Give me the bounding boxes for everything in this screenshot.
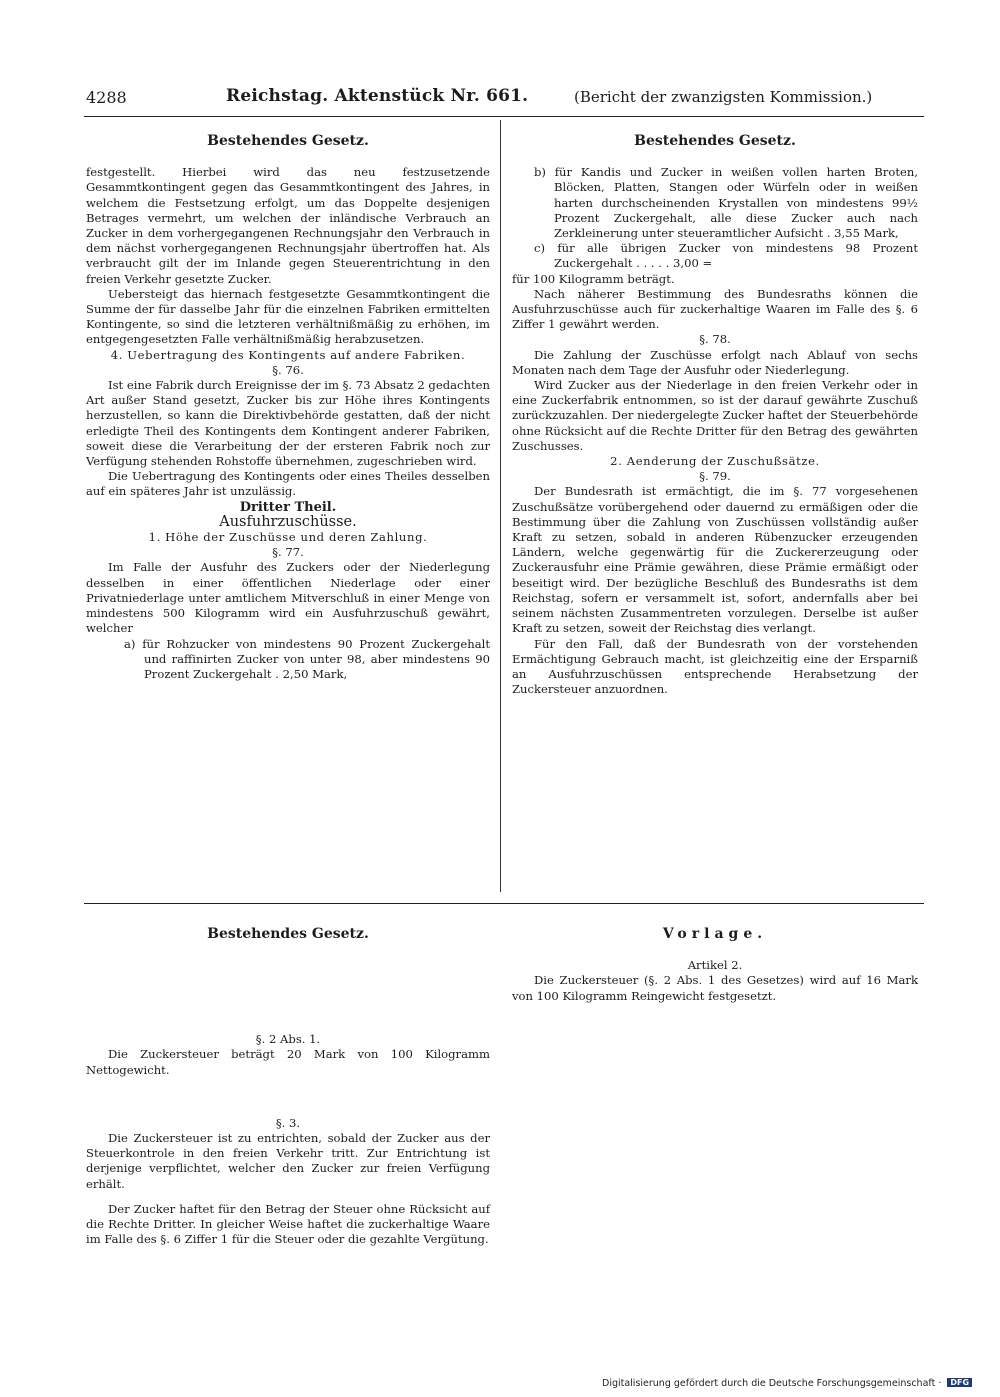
paragraph: Im Falle der Ausfuhr des Zuckers oder der Niederlegung desselben in einer öffentlichen Niederlage oder einer Privatniederlage unter amtlichem Mitverschluß in einer Menge von mindestens 500 Kilogramm wird ein Ausfuhrzuschuß gewährt, welcher [86, 560, 490, 636]
paragraph: Der Bundesrath ist ermächtigt, die im §. 77 vorgesehenen Zuschußsätze vorübergehend oder dauernd zu ermäßigen oder die Bestimmung über die Zahlung von Zuschüssen vollständig außer Kraft zu setzen, sobald in anderen Rübenzucker erzeugenden Ländern, welche gegenwärtig für die Zuckererzeugung oder Zuckerausfuhr eine Prämie gewähren, diese Prämie ermäßigt oder beseitigt wird. Der bezügliche Beschluß des Bundesraths ist dem Reichstag, sofern er versammelt ist, sofort, andernfalls aber bei seinem nächsten Zusammentreten vorzulegen. Derselbe ist außer Kraft zu setzen, soweit der Reichstag dies verlangt. [512, 484, 918, 636]
header-subtitle: (Bericht der zwanzigsten Kommission.) [574, 88, 873, 106]
subsection-heading: 4. Uebertragung des Kontingents auf andere Fabriken. [110, 347, 466, 362]
list-item: b) für Kandis und Zucker in weißen vollen harten Broten, Blöcken, Platten, Stangen oder Würfeln oder in weißen harten durchscheinenden Krystallen von mindestens 99½ Prozent Zuckergehalt, alle diese Zucker auch nach Zerkleinerung unter steueramtlicher Aufsicht . 3,55 Mark, [534, 165, 918, 241]
top-right-column [512, 134, 918, 697]
paragraph: festgestellt. Hierbei wird das neu festzusetzende Gesammtkontingent gegen das Gesammtkontingent des Jahres, in welchem die Festsetzung erfolgt, um das Doppelte desjenigen Betrages vermehrt, um welchen der inländische Verbrauch an Zucker in dem vorhergegangenen Rechnungsjahr den Verbrauch in dem nächst vorhergegangenen Rechnungsjahr übertroffen hat. Als verbraucht gilt der im Inlande gegen Steuerentrichtung in den freien Verkehr gesetzte Zucker. [86, 165, 490, 286]
spacer [86, 958, 490, 1032]
column-divider [500, 120, 501, 892]
paragraph: Die Zuckersteuer beträgt 20 Mark von 100 Kilogramm Nettogewicht. [86, 1047, 490, 1077]
paragraph: Die Zahlung der Zuschüsse erfolgt nach Ablauf von sechs Monaten nach dem Tage der Ausfuhr oder Niederlegung. [512, 347, 918, 377]
subsection-heading: 1. Höhe der Zuschüsse und deren Zahlung. [148, 530, 428, 545]
header-rule [84, 116, 924, 117]
section-number: §. 76. [272, 362, 304, 377]
column-heading: Bestehendes Gesetz. [634, 133, 796, 149]
page-number: 4288 [86, 88, 127, 107]
paragraph: für 100 Kilogramm beträgt. [512, 271, 675, 286]
header-title: Reichstag. Aktenstück Nr. 661. [226, 86, 529, 106]
paragraph: Die Zuckersteuer (§. 2 Abs. 1 des Gesetzes) wird auf 16 Mark von 100 Kilogramm Reingewicht festgesetzt. [512, 973, 918, 1003]
paragraph: Die Zuckersteuer ist zu entrichten, sobald der Zucker aus der Steuerkontrole in den freien Verkehr tritt. Zur Entrichtung ist derjenige verpflichtet, welcher den Zucker zur freien Verfügung erhält. [86, 1131, 490, 1191]
dfg-logo: DFG [947, 1378, 972, 1387]
paragraph: Uebersteigt das hiernach festgesetzte Gesammtkontingent die Summe der für dasselbe Jahr für die einzelnen Fabriken ermittelten Kontingente, so sind die letzteren verhältnißmäßig zu erhöhen, im entgegengesetzten Falle verhältnißmäßig herabzusetzen. [86, 286, 490, 347]
spacer [86, 1192, 490, 1202]
section-divider [84, 903, 924, 904]
page-header [86, 84, 922, 114]
section-number: §. 3. [275, 1115, 301, 1130]
paragraph: Für den Fall, daß der Bundesrath von der vorstehenden Ermächtigung Gebrauch macht, ist gleichzeitig eine der Ersparniß an Ausfuhrzuschüssen entsprechende Herabsetzung der Zuckersteuer anzuordnen. [512, 636, 918, 697]
section-number: §. 77. [272, 545, 304, 560]
bottom-left-column [86, 927, 490, 1247]
paragraph: Wird Zucker aus der Niederlage in den freien Verkehr oder in eine Zuckerfabrik entnommen, so ist der darauf gewährte Zuschuß zurückzuzahlen. Der niedergelegte Zucker haftet der Steuerbehörde ohne Rücksicht auf die Rechte Dritter für den Betrag des gewährten Zuschusses. [512, 378, 918, 453]
section-number: §. 2 Abs. 1. [255, 1032, 321, 1047]
spacer [86, 1078, 490, 1116]
list-item: a) für Rohzucker von mindestens 90 Prozent Zuckergehalt und raffinirten Zucker von unter 98, aber mindestens 90 Prozent Zuckergehalt . 2,50 Mark, [124, 636, 490, 681]
column-heading: Bestehendes Gesetz. [207, 926, 369, 942]
paragraph: Die Uebertragung des Kontingents oder eines Theiles desselben auf ein späteres Jahr ist unzulässig. [86, 469, 490, 499]
credit-text: Digitalisierung gefördert durch die Deutsche Forschungsgemeinschaft · [602, 1378, 942, 1389]
column-heading: Vorlage. [662, 926, 768, 942]
subsection-heading: 2. Aenderung der Zuschußsätze. [610, 454, 820, 469]
list-item: c) für alle übrigen Zucker von mindestens 98 Prozent Zuckergehalt . . . . . 3,00 = [534, 241, 918, 271]
part-heading: Dritter Theil. [239, 499, 337, 515]
bottom-right-column [512, 927, 918, 1004]
column-heading: Bestehendes Gesetz. [207, 133, 369, 149]
paragraph: Ist eine Fabrik durch Ereignisse der im §. 73 Absatz 2 gedachten Art außer Stand gesetzt, Zucker bis zur Höhe ihres Kontingents herzustellen, so kann die Direktivbehörde gestatten, daß der nicht erledigte Theil des Kontingents dem Kontingent anderer Fabriken, soweit diese die Verarbeitung der der ersteren Fabrik noch zur Verfügung stehenden Rohstoffe übernehmen, zugeschrieben wird. [86, 378, 490, 469]
top-left-column [86, 134, 490, 682]
article-heading: Artikel 2. [687, 958, 743, 973]
paragraph: Der Zucker haftet für den Betrag der Steuer ohne Rücksicht auf die Rechte Dritter. In gleicher Weise haftet die zuckerhaltige Waare im Falle des §. 6 Ziffer 1 für die Steuer oder die gezahlte Vergütung. [86, 1201, 490, 1247]
part-title: Ausfuhrzuschüsse. [219, 513, 357, 530]
section-number: §. 79. [699, 469, 731, 484]
section-number: §. 78. [699, 332, 731, 347]
paragraph: Nach näherer Bestimmung des Bundesraths können die Ausfuhrzuschüsse auch für zuckerhaltige Waaren im Falle des §. 6 Ziffer 1 gewährt werden. [512, 286, 918, 332]
digitization-credit [602, 1378, 972, 1389]
